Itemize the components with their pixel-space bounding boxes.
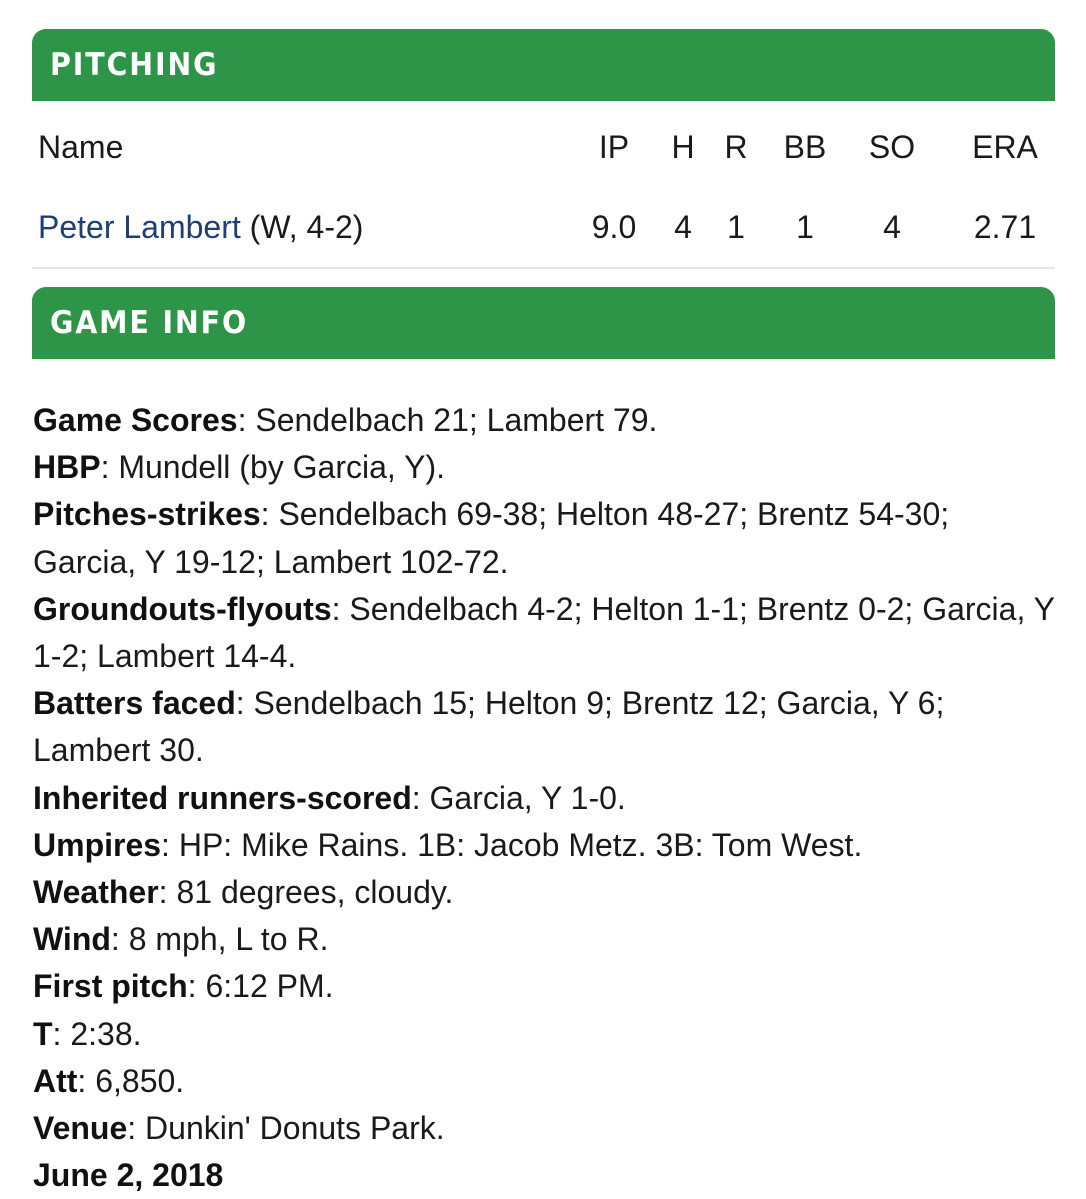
list-item xyxy=(33,680,1055,774)
column-header-bb: BB xyxy=(783,129,827,165)
pitching-table xyxy=(32,101,1055,269)
info-value: : 2:38. xyxy=(52,1015,142,1052)
player-link[interactable]: Peter Lambert xyxy=(38,209,241,245)
info-label: First pitch xyxy=(33,968,188,1005)
game-date: June 2, 2018 xyxy=(33,1157,224,1194)
info-value: : Sendelbach 4-2; Helton 1-1; Brentz 0-2; Garcia, Y 1-2; Lambert 14-4. xyxy=(33,590,1055,675)
column-header-era: ERA xyxy=(972,129,1038,165)
info-value: : Sendelbach 21; Lambert 79. xyxy=(237,402,658,438)
cell-ip: 9.0 xyxy=(591,209,637,245)
info-value: : Dunkin' Donuts Park. xyxy=(127,1110,445,1147)
list-item xyxy=(33,963,1055,1010)
cell-r: 1 xyxy=(727,209,745,245)
pitcher-cell xyxy=(38,197,363,257)
info-value: : HP: Mike Rains. 1B: Jacob Metz. 3B: Tom West. xyxy=(161,826,863,863)
list-item xyxy=(33,586,1055,680)
list-item xyxy=(33,869,1055,916)
info-value: : Mundell (by Garcia, Y). xyxy=(100,449,445,486)
info-value: : 81 degrees, cloudy. xyxy=(158,874,454,911)
list-item xyxy=(33,775,1055,822)
info-label: Att xyxy=(33,1062,78,1099)
info-label: Groundouts-flyouts xyxy=(33,590,332,627)
list-item xyxy=(33,397,1055,444)
game-info-section-header xyxy=(32,287,1055,359)
column-header-r: R xyxy=(724,129,748,165)
list-item xyxy=(33,1105,1055,1152)
game-info-section-title: GAME INFO xyxy=(50,305,249,341)
table-row xyxy=(32,197,1055,257)
cell-era: 2.71 xyxy=(973,209,1037,245)
info-label: Wind xyxy=(33,921,111,958)
info-value: : Sendelbach 69-38; Helton 48-27; Brentz 54-30; Garcia, Y 19-12; Lambert 102-72. xyxy=(33,496,950,580)
game-info-list xyxy=(33,397,1055,1199)
column-header-so: SO xyxy=(868,129,916,165)
info-label: Venue xyxy=(33,1110,128,1147)
info-label: Batters faced xyxy=(33,685,236,722)
list-item xyxy=(33,1058,1055,1105)
pitcher-decision: (W, 4-2) xyxy=(249,209,364,245)
info-label: Game Scores xyxy=(33,402,238,438)
info-value: : 8 mph, L to R. xyxy=(110,921,329,958)
list-item xyxy=(33,491,1055,585)
pitching-section-title: PITCHING xyxy=(50,47,219,83)
list-item xyxy=(33,1011,1055,1058)
info-value: : 6,850. xyxy=(77,1062,185,1099)
column-header-h: H xyxy=(671,129,695,165)
list-item xyxy=(33,822,1055,869)
list-item xyxy=(33,916,1055,963)
info-label: T xyxy=(33,1015,53,1052)
cell-h: 4 xyxy=(674,209,692,245)
info-label: HBP xyxy=(33,449,101,486)
info-label: Inherited runners-scored xyxy=(33,779,412,816)
cell-bb: 1 xyxy=(796,209,814,245)
info-value: : Sendelbach 15; Helton 9; Brentz 12; Garcia, Y 6; Lambert 30. xyxy=(33,685,945,769)
column-header-name: Name xyxy=(38,129,124,165)
info-label: Weather xyxy=(33,874,159,911)
list-item xyxy=(33,444,1055,491)
pitching-section-header xyxy=(32,29,1055,101)
info-label: Umpires xyxy=(33,826,162,863)
column-header-ip: IP xyxy=(598,129,630,165)
pitching-table-header-row xyxy=(32,117,1055,177)
info-value: : 6:12 PM. xyxy=(187,968,334,1005)
info-label: Pitches-strikes xyxy=(33,496,261,533)
cell-so: 4 xyxy=(883,209,901,245)
info-value: : Garcia, Y 1-0. xyxy=(411,779,626,816)
